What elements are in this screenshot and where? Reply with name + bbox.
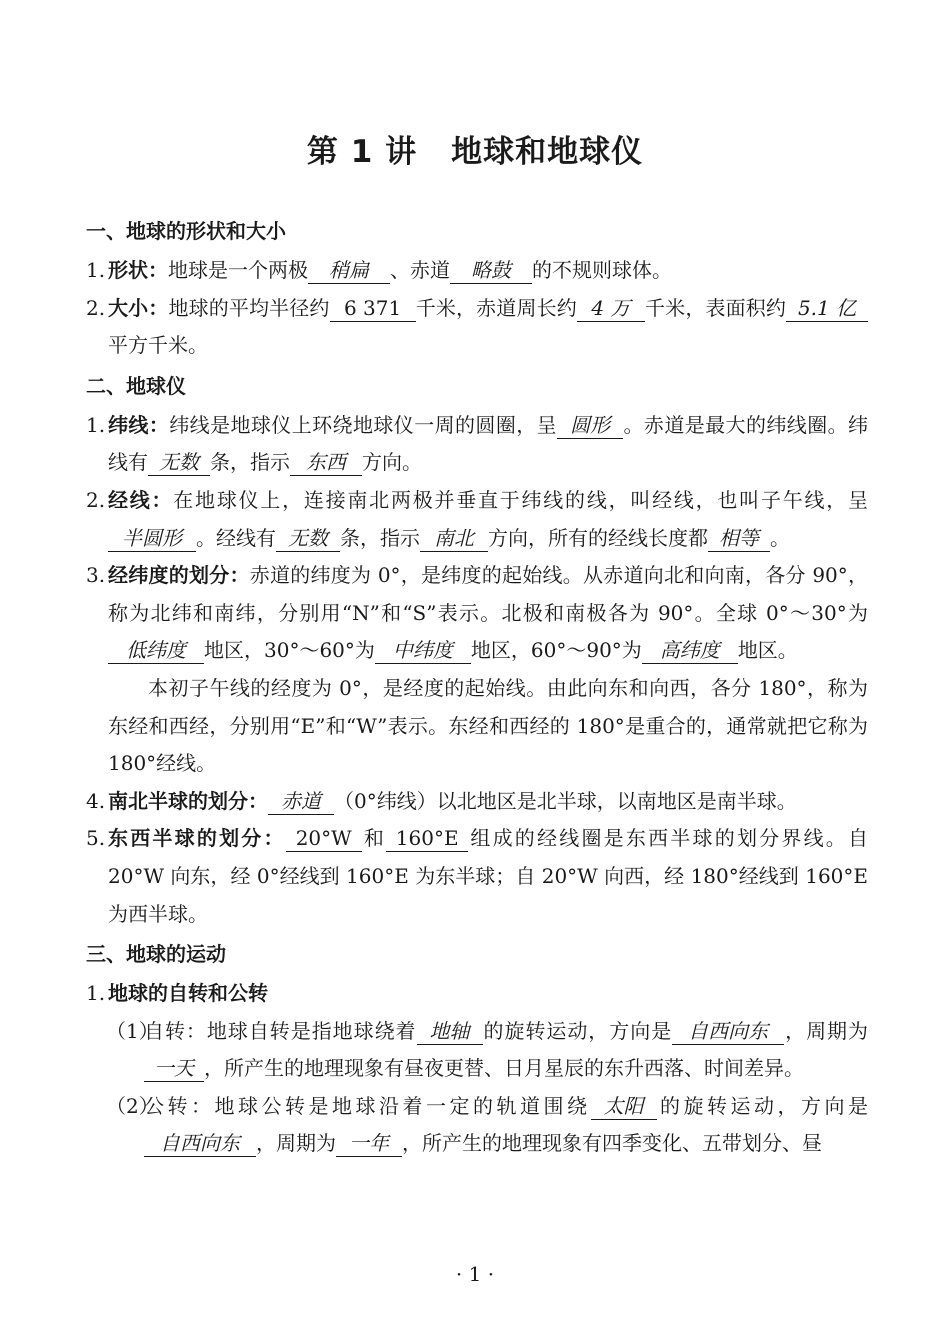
keyword: 经纬度的划分： xyxy=(108,563,250,588)
keyword: 东西半球的划分： xyxy=(108,826,286,851)
item-coordinates xyxy=(86,557,868,670)
answer-blank: 赤道 xyxy=(268,788,334,815)
keyword: 地球的自转和公转 xyxy=(108,981,268,1006)
text: 组成的经线圈是东西半球的划分界线。自 20°W 向东，经 0°经线到 160°E 为东半球；自 20°W 向西，经 180°经线到 160°E 为西半球。 xyxy=(108,826,869,926)
item-north-south-hemisphere xyxy=(86,783,868,821)
item-longitude-line xyxy=(86,482,868,557)
text: 方向，所有的经线长度都 xyxy=(488,525,708,550)
answer-blank: 无数 xyxy=(276,525,340,552)
text: 平方千米。 xyxy=(108,333,208,358)
text: 的旋转运动，方向是 xyxy=(656,1093,868,1118)
text: 千米，赤道周长约 xyxy=(415,295,577,320)
item-east-west-hemisphere xyxy=(86,820,868,933)
item-number: 2. xyxy=(86,295,106,320)
section-heading-2: 二、地球仪 xyxy=(86,373,186,398)
answer-blank: 地轴 xyxy=(417,1018,483,1045)
text: 在地球仪上，连接南北两极并垂直于纬线的线，叫经线，也叫子午线，呈 xyxy=(173,487,869,512)
text: 。赤道是最大的纬线圈。纬线有 xyxy=(108,412,869,475)
keyword: 形状： xyxy=(108,258,168,282)
answer-blank: 5.1 亿 xyxy=(786,295,868,322)
text: 条，指示 xyxy=(340,525,420,550)
lesson-name: 地球和地球仪 xyxy=(451,134,644,170)
answer-blank: 一年 xyxy=(336,1130,402,1157)
answer-blank: 自西向东 xyxy=(144,1130,256,1157)
text: 赤道的纬度为 0°，是纬度的起始线。从赤道向北和向南，各分 90°，称为北纬和南纬，分别用“N”和“S”表示。北极和南极各为 90°。全球 0°～30°为 xyxy=(108,563,869,625)
text: 。 xyxy=(770,525,790,550)
text: 自转：地球自转是指地球绕着 xyxy=(144,1018,417,1043)
text: 地区。 xyxy=(737,638,798,663)
text: ，周期为 xyxy=(784,1018,869,1043)
keyword: 经线： xyxy=(108,487,174,512)
answer-blank: 南北 xyxy=(420,525,488,552)
text: 、赤道 xyxy=(390,258,450,282)
text: 。经线有 xyxy=(196,525,276,550)
page-number: · 1 · xyxy=(455,1262,495,1286)
content xyxy=(86,210,868,1163)
answer-blank: 半圆形 xyxy=(108,525,196,552)
item-shape xyxy=(86,252,868,290)
answer-blank: 6 371 xyxy=(330,295,416,322)
text: 条，指示 xyxy=(210,450,290,475)
answer-blank: 高纬度 xyxy=(642,637,738,664)
text: 地区，60°～90°为 xyxy=(470,638,642,663)
item-rotation-revolution xyxy=(86,975,868,1013)
page-title xyxy=(0,126,950,171)
answer-blank: 圆形 xyxy=(557,412,623,439)
answer-blank: 东西 xyxy=(290,449,362,476)
prime-meridian-paragraph: 本初子午线的经度为 0°，是经度的起始线。由此向东和向西，各分 180°，称为东经和西经，分别用“E”和“W”表示。东经和西经的 180°是重合的，通常就把它称为 180°经线。 xyxy=(108,675,868,776)
item-number: 5. xyxy=(86,826,106,851)
text: ，所产生的地理现象有昼夜更替、日月星辰的东升西落、时间差异。 xyxy=(204,1056,804,1081)
answer-blank: 一天 xyxy=(144,1055,204,1082)
text: 的不规则球体。 xyxy=(532,258,672,282)
text: 纬线是地球仪上环绕地球仪一周的圆圈，呈 xyxy=(169,412,558,437)
text: （0°纬线）以北地区是北半球，以南地区是南半球。 xyxy=(334,788,797,813)
text: 地球是一个两极 xyxy=(168,258,308,282)
section-heading-3: 三、地球的运动 xyxy=(86,942,226,967)
keyword: 南北半球的划分： xyxy=(108,788,268,813)
item-number: 1. xyxy=(86,412,106,437)
answer-blank: 20°W xyxy=(286,825,362,852)
text: ，所产生的地理现象有四季变化、五带划分、昼 xyxy=(402,1131,822,1156)
keyword: 纬线： xyxy=(108,412,170,437)
answer-blank: 相等 xyxy=(708,525,770,552)
text: 方向。 xyxy=(362,450,422,475)
sub-item-revolution xyxy=(86,1088,868,1163)
section-heading-1: 一、地球的形状和大小 xyxy=(86,219,286,243)
keyword: 大小： xyxy=(108,295,169,320)
text: 公转：地球公转是地球沿着一定的轨道围绕 xyxy=(144,1093,591,1118)
sub-item-number: （1） xyxy=(106,1018,159,1043)
lesson-number: 第 1 讲 xyxy=(306,134,418,170)
answer-blank: 4 万 xyxy=(577,295,645,322)
text: 的旋转运动，方向是 xyxy=(482,1018,673,1043)
sub-item-rotation xyxy=(86,1013,868,1088)
sub-item-number: （2） xyxy=(106,1093,159,1118)
answer-blank: 低纬度 xyxy=(108,637,204,664)
answer-blank: 稍扁 xyxy=(308,257,390,284)
answer-blank: 中纬度 xyxy=(375,637,471,664)
text: 地区，30°～60°为 xyxy=(204,638,375,663)
item-size xyxy=(86,290,868,365)
item-number: 3. xyxy=(86,563,106,588)
text: ，周期为 xyxy=(256,1131,336,1156)
answer-blank: 无数 xyxy=(148,449,210,476)
item-number: 1. xyxy=(86,258,106,282)
answer-blank: 160°E xyxy=(386,825,468,852)
item-number: 4. xyxy=(86,788,106,813)
answer-blank: 自西向东 xyxy=(672,1018,784,1045)
answer-blank: 略鼓 xyxy=(450,257,532,284)
text: 地球的平均半径约 xyxy=(168,295,330,320)
text: 千米，表面积约 xyxy=(644,295,787,320)
item-number: 1. xyxy=(86,981,106,1006)
item-number: 2. xyxy=(86,487,106,512)
text: 和 xyxy=(361,826,387,851)
answer-blank: 太阳 xyxy=(591,1093,657,1120)
item-latitude-line xyxy=(86,407,868,482)
